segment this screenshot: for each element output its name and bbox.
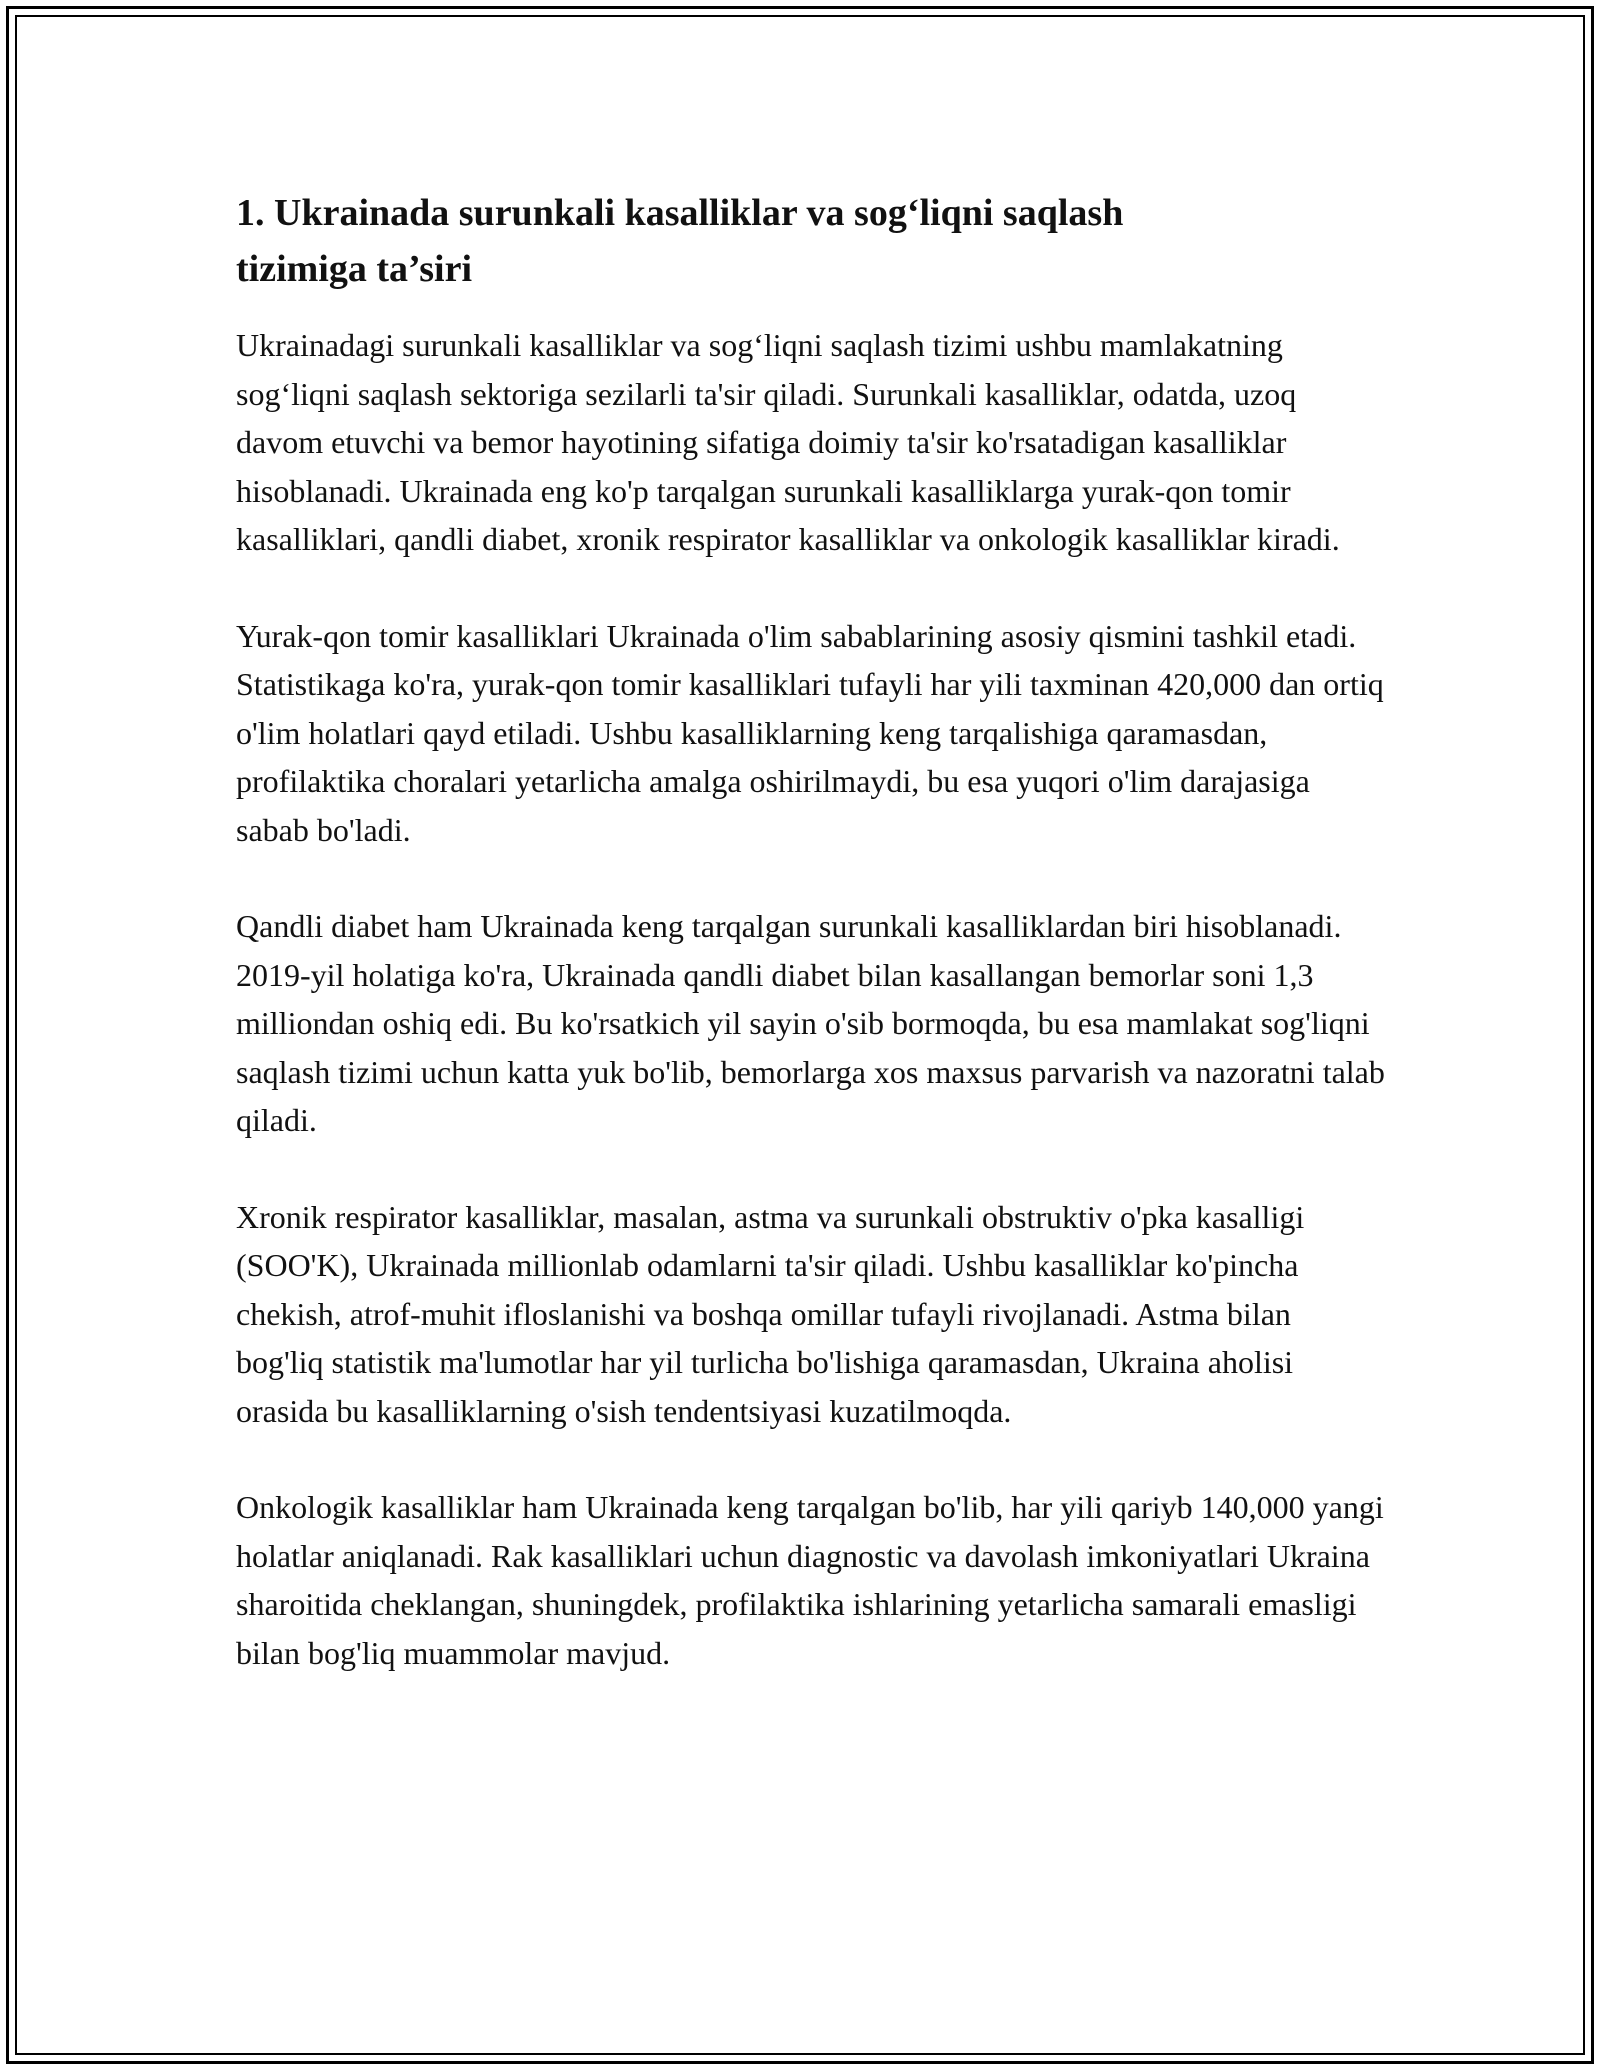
paragraph-oncology: Onkologik kasalliklar ham Ukrainada keng tarqalgan bo'lib, har yili qariyb 140,000 yangi holatlar aniqlanadi. Rak kasalliklari uchun diagnostic va davolash imkoniyatlari Ukraina sharoitida cheklangan, shuningdek, profilaktika ishlarining yetarlicha samarali emasligi bilan bog'liq muammolar mavjud. xyxy=(236,1489,1384,1671)
document-body xyxy=(236,185,1386,1725)
paragraph-cardiovascular: Yurak-qon tomir kasalliklari Ukrainada o'lim sabablarining asosiy qismini tashkil etadi. Statistikaga ko'ra, yurak-qon tomir kasalliklari tufayli har yili taxminan 420,000 dan ortiq o'lim holatlari qayd etiladi. Ushbu kasalliklarning keng tarqalishiga qaramasdan, profilaktika choralari yetarlicha amalga oshirilmaydi, bu esa yuqori o'lim darajasiga sabab bo'ladi. xyxy=(236,617,1384,848)
paragraph-respiratory: Xronik respirator kasalliklar, masalan, astma va surunkali obstruktiv o'pka kasalligi (SOO'K), Ukrainada millionlab odamlarni ta'sir qiladi. Ushbu kasalliklar ko'pincha chekish, atrof-muhit ifloslanishi va boshqa omillar tufayli rivojlanadi. Astma bilan bog'liq statistik ma'lumotlar har yil turlicha bo'lishiga qaramasdan, Ukraina aholisi orasida bu kasalliklarning o'sish tendentsiyasi kuzatilmoqda. xyxy=(236,1198,1305,1429)
paragraph-overview: Ukrainadagi surunkali kasalliklar va sog‘liqni saqlash tizimi ushbu mamlakatning sog‘liqni saqlash sektoriga sezilarli ta'sir qiladi. Surunkali kasalliklar, odatda, uzoq davom etuvchi va bemor hayotining sifatiga doimiy ta'sir ko'rsatadigan kasalliklar hisoblanadi. Ukrainada eng ko'p tarqalgan surunkali kasalliklarga yurak-qon tomir kasalliklari, qandli diabet, xronik respirator kasalliklar va onkologik kasalliklar kiradi. xyxy=(236,327,1340,557)
paragraph-diabetes: Qandli diabet ham Ukrainada keng tarqalgan surunkali kasalliklardan biri hisoblanadi. 2019-yil holatiga ko'ra, Ukrainada qandli diabet bilan kasallangan bemorlar soni 1,3 milliondan oshiq edi. Bu ko'rsatkich yil sayin o'sib bormoqda, bu esa mamlakat sog'liqni saqlash tizimi uchun katta yuk bo'lib, bemorlarga xos maxsus parvarish va nazoratni talab qiladi. xyxy=(236,908,1385,1138)
section-heading: 1. Ukrainada surunkali kasalliklar va sog‘liqni saqlash tizimiga ta’siri xyxy=(236,192,1124,290)
